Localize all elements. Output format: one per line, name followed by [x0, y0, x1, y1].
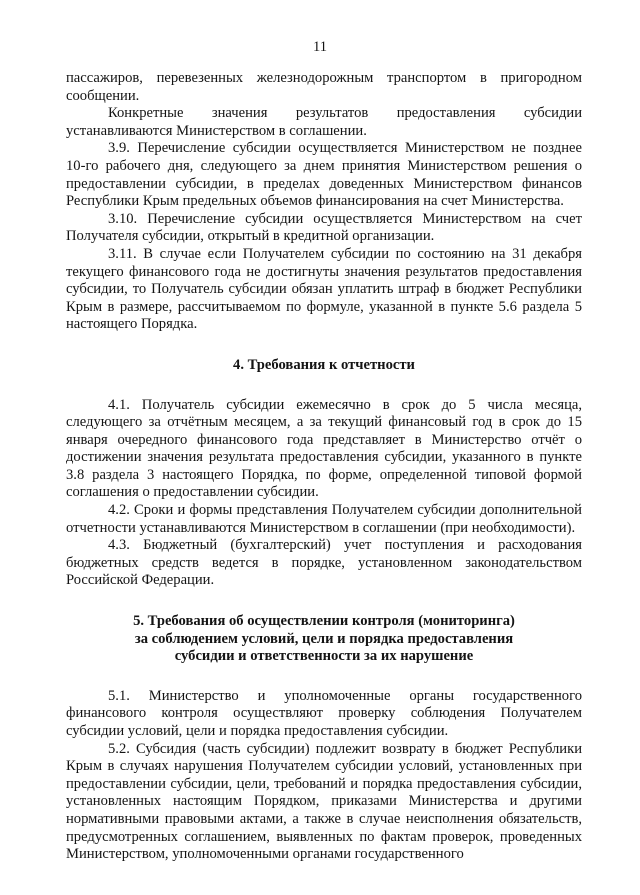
paragraph-4-3: 4.3. Бюджетный (бухгалтерский) учет поступления и расходования бюджетных средств ведется в порядке, установленном законодательством Российской Федерации. [66, 537, 582, 589]
paragraph-results: Конкретные значения результатов предоставления субсидии устанавливаются Министерством в соглашении. [66, 105, 582, 139]
page-number: 11 [313, 39, 327, 55]
paragraph-continuation: пассажиров, перевезенных железнодорожным транспортом в пригородном сообщении. [66, 70, 582, 104]
section-5-heading-line-1: 5. Требования об осуществлении контроля (мониторинга) [133, 613, 515, 630]
paragraph-3-11: 3.11. В случае если Получателем субсидии по состоянию на 31 декабря текущего финансового года не достигнуты значения результатов предоставления субсидии, то Получатель субсидии обязан уплатить штраф в бюджет Республики Крым в размере, рассчитываемом по формуле, указанной в пункте 5.6 раздела 5 настоящего Порядка. [66, 245, 582, 333]
section-5-heading-line-2: за соблюдением условий, цели и порядка предоставления [134, 630, 514, 647]
paragraph-4-1: 4.1. Получатель субсидии ежемесячно в срок до 5 числа месяца, следующего за отчётным месяцем, а за текущий финансовый год в срок до 15 января очередного финансового года представляет в Министерство отчёт о достижении значения результата предоставления субсидии, указанного в пункте 3.8 раздела 3 настоящего Порядка, по форме, определенной типовой формой соглашения о предоставлении субсидии. [66, 396, 582, 501]
paragraph-3-9: 3.9. Перечисление субсидии осуществляется Министерством не позднее 10-го рабочего дня, следующего за днем принятия Министерством решения о предоставлении субсидии, в пределах доведенных Министерством финансов Республики Крым предельных объемов финансирования на счет Министерства. [66, 140, 582, 210]
section-5-heading-line-3: субсидии и ответственности за их нарушение [174, 648, 474, 665]
paragraph-4-2: 4.2. Сроки и формы представления Получателем субсидии дополнительной отчетности устанавливаются Министерством в соглашении (при необходимости). [66, 502, 582, 536]
paragraph-5-1: 5.1. Министерство и уполномоченные органы государственного финансового контроля осуществляют проверку соблюдения Получателем субсидии условий, цели и порядка предоставления субсидии. [66, 687, 582, 739]
page-content [66, 70, 582, 864]
section-4-heading: 4. Требования к отчетности [233, 356, 415, 373]
paragraph-3-10: 3.10. Перечисление субсидии осуществляется Министерством на счет Получателя субсидии, открытый в кредитной организации. [66, 210, 582, 245]
paragraph-5-2: 5.2. Субсидия (часть субсидии) подлежит возврату в бюджет Республики Крым в случаях нарушения Получателем субсидии условий, установленных при предоставлении субсидии, цели, требований и порядка предоставления субсидии, установленных настоящим Порядком, приказами Министерства и другими нормативными правовыми актами, а также в случае неисполнения обязательств, предусмотренных соглашением, выявленных по фактам проверок, проведенных Министерством, уполномоченными органами государственного [66, 740, 582, 863]
